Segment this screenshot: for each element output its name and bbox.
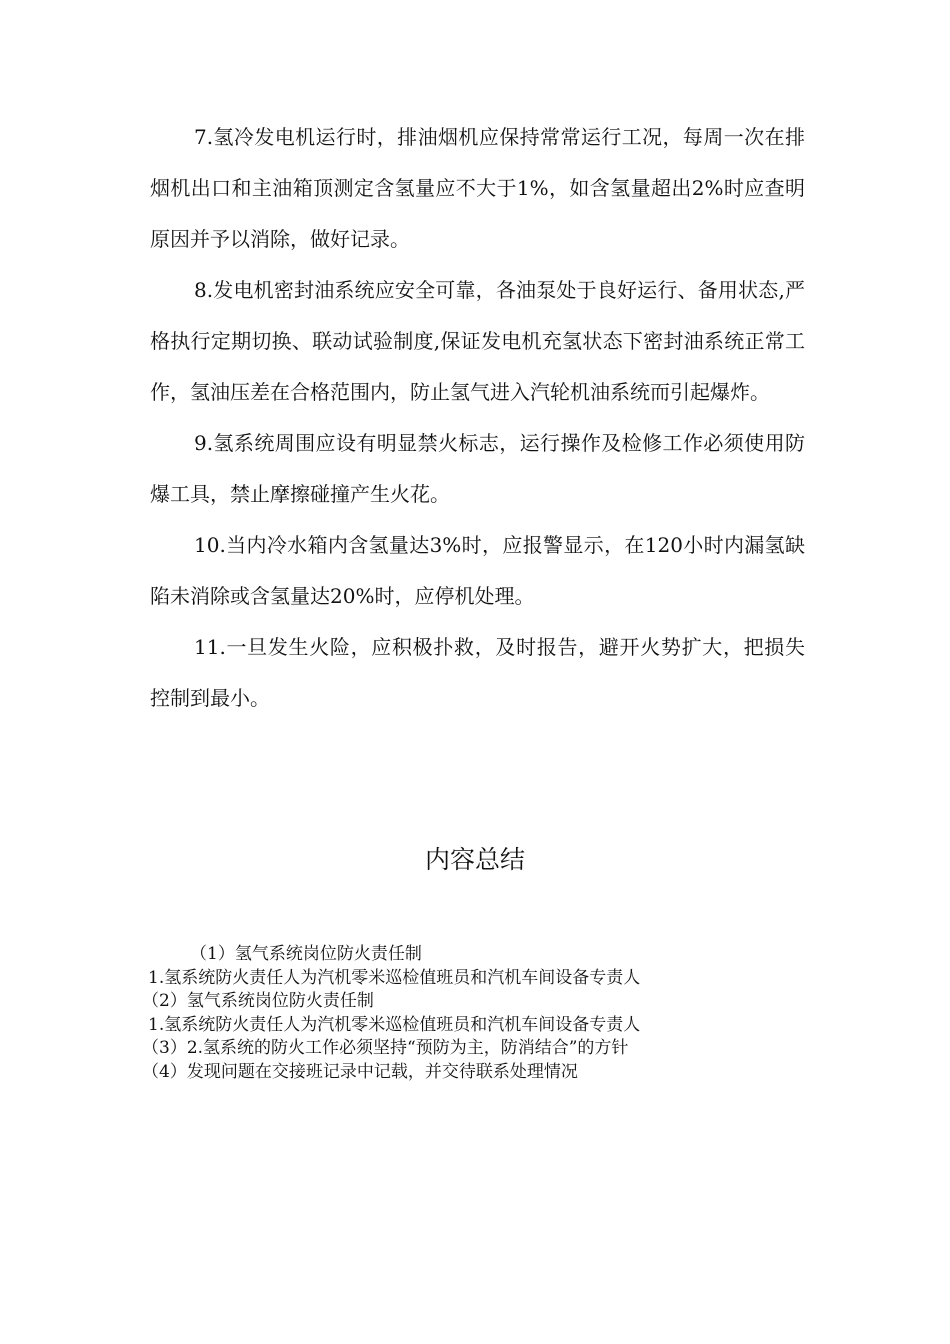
- summary-line: 1.氢系统防火责任人为汽机零米巡检值班员和汽机车间设备专责人: [148, 967, 641, 988]
- summary-list: [142, 943, 828, 1084]
- paragraph-7: 7.氢冷发电机运行时，排油烟机应保持常常运行工况，每周一次在排烟机出口和主油箱顶测定含氢量应不大于1%，如含氢量超出2%时应查明原因并予以消除，做好记录。: [150, 125, 805, 251]
- paragraph-10: 10.当内冷水箱内含氢量达3%时，应报警显示，在120小时内漏氢缺陷未消除或含氢量达20%时，应停机处理。: [150, 533, 805, 608]
- summary-line: 1.氢系统防火责任人为汽机零米巡检值班员和汽机车间设备专责人: [148, 1014, 641, 1035]
- paragraph-9: 9.氢系统周围应设有明显禁火标志，运行操作及检修工作必须使用防爆工具，禁止摩擦碰撞产生火花。: [150, 431, 805, 506]
- summary-line: （2）氢气系统岗位防火责任制: [142, 991, 374, 1011]
- body-text: [150, 112, 805, 724]
- summary-line: （3）2.氢系统的防火工作必须坚持“预防为主，防消结合”的方针: [142, 1038, 629, 1058]
- summary-title: 内容总结: [424, 845, 525, 874]
- summary-line: （4）发现问题在交接班记录中记载，并交待联系处理情况: [142, 1061, 578, 1082]
- paragraph-8: 8.发电机密封油系统应安全可靠，各油泵处于良好运行、备用状态,严格执行定期切换、联动试验制度,保证发电机充氢状态下密封油系统正常工作，氢油压差在合格范围内，防止氢气进入汽轮机油系统而引起爆炸。: [150, 278, 805, 404]
- summary-line: （1）氢气系统岗位防火责任制: [190, 944, 422, 964]
- paragraph-11: 11.一旦发生火险，应积极扑救，及时报告，避开火势扩大，把损失控制到最小。: [150, 635, 805, 710]
